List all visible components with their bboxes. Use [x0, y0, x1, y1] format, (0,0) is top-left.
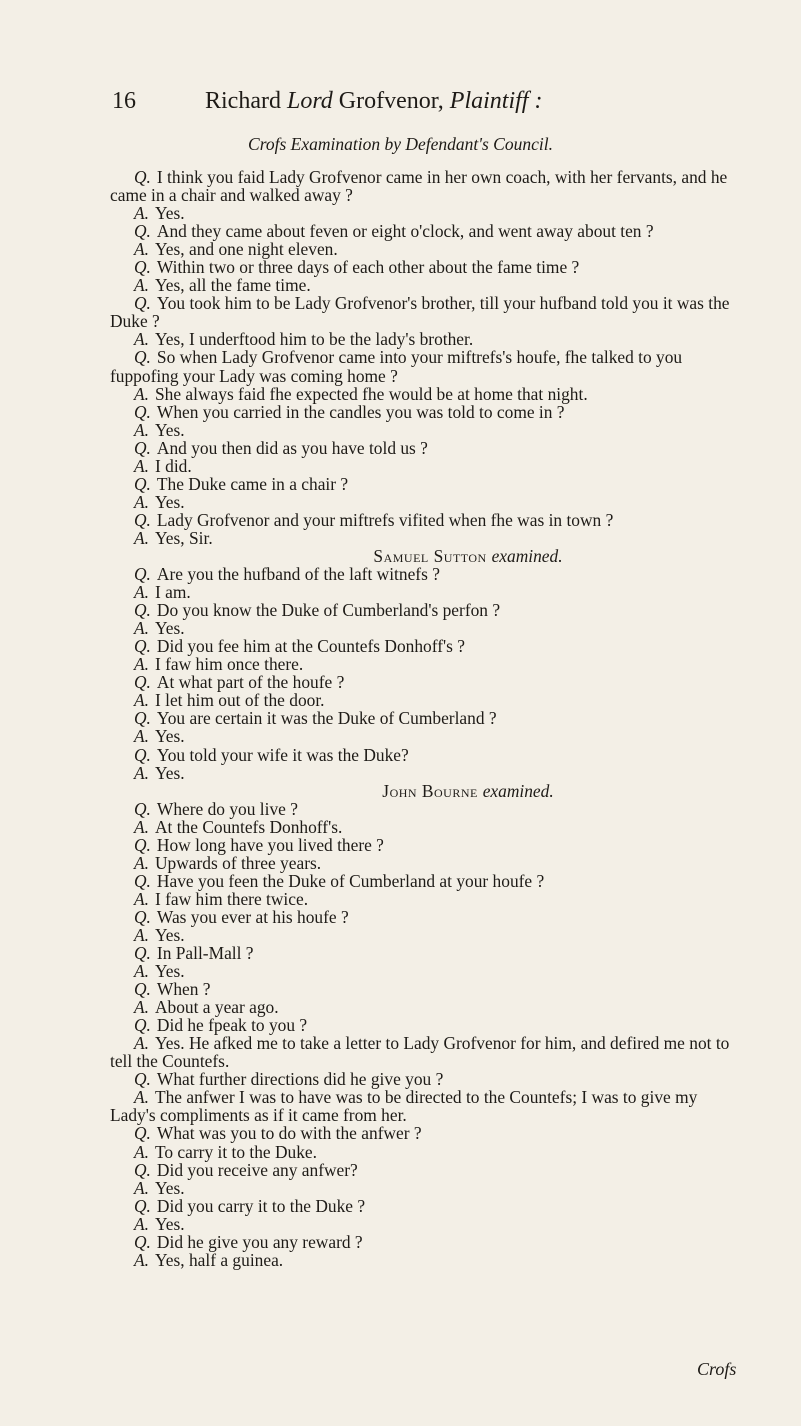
testimony-body	[110, 168, 746, 1269]
speaker-label: Q.	[134, 708, 151, 729]
running-title-party: Plaintiff :	[449, 88, 543, 114]
entry-text: Did you receive any anfwer?	[156, 1159, 358, 1180]
entry-text: Yes.	[154, 618, 185, 639]
answer	[110, 727, 746, 745]
question	[110, 565, 746, 583]
speaker-label: A.	[134, 816, 149, 837]
answer	[110, 1251, 746, 1269]
question	[110, 1161, 746, 1179]
speaker-label: Q.	[134, 293, 151, 314]
speaker-label: Q.	[134, 943, 151, 964]
speaker-label: A.	[134, 1177, 149, 1198]
speaker-label: A.	[134, 997, 149, 1018]
question	[110, 348, 746, 384]
answer	[110, 385, 746, 403]
entry-text: Yes. He afked me to take a letter to Lady Grofvenor for him, and defired me not to tell the Countefs.	[110, 1033, 730, 1072]
witness-heading-tail: examined.	[482, 780, 554, 801]
question	[110, 222, 746, 240]
speaker-label: A.	[134, 961, 149, 982]
entry-text: Do you know the Duke of Cumberland's perfon ?	[156, 600, 501, 621]
speaker-label: A.	[134, 491, 149, 512]
entry-text: At what part of the houfe ?	[156, 672, 345, 693]
speaker-label: A.	[134, 1249, 149, 1270]
entry-text: I faw him once there.	[154, 654, 304, 675]
speaker-label: A.	[134, 762, 149, 783]
speaker-label: A.	[134, 690, 149, 711]
speaker-label: A.	[134, 455, 149, 476]
witness-name: John Bourne	[382, 780, 478, 801]
speaker-label: Q.	[134, 600, 151, 621]
question	[110, 1016, 746, 1034]
answer	[110, 330, 746, 348]
speaker-label: A.	[134, 924, 149, 945]
question	[110, 403, 746, 421]
speaker-label: Q.	[134, 979, 151, 1000]
entry-text: Did he give you any reward ?	[156, 1231, 363, 1252]
question	[110, 1197, 746, 1215]
speaker-label: Q.	[134, 437, 151, 458]
question	[110, 168, 746, 204]
entry-text: Upwards of three years.	[154, 852, 322, 873]
speaker-label: Q.	[134, 564, 151, 585]
question	[110, 800, 746, 818]
speaker-label: Q.	[134, 509, 151, 530]
entry-text: In Pall-Mall ?	[156, 943, 254, 964]
entry-text: Yes.	[154, 961, 185, 982]
speaker-label: A.	[134, 726, 149, 747]
answer	[110, 962, 746, 980]
entry-text: And you then did as you have told us ?	[156, 437, 428, 458]
answer	[110, 1143, 746, 1161]
speaker-label: A.	[134, 275, 149, 296]
entry-text: Have you feen the Duke of Cumberland at your houfe ?	[156, 870, 545, 891]
catchword: Crofs	[697, 1359, 737, 1379]
speaker-label: A.	[134, 888, 149, 909]
speaker-label: Q.	[134, 672, 151, 693]
entry-text: Yes.	[154, 1213, 185, 1234]
question	[110, 439, 746, 457]
question	[110, 637, 746, 655]
entry-text: How long have you lived there ?	[156, 834, 384, 855]
running-title-lord: Lord	[286, 88, 333, 114]
speaker-label: A.	[134, 1087, 149, 1108]
speaker-label: Q.	[134, 257, 151, 278]
answer	[110, 854, 746, 872]
entry-text: I am.	[154, 582, 191, 603]
speaker-label: A.	[134, 527, 149, 548]
entry-text: When you carried in the candles you was told to come in ?	[156, 401, 565, 422]
entry-text: And they came about feven or eight o'clock, and went away about ten ?	[156, 221, 654, 242]
answer	[110, 583, 746, 601]
entry-text: What was you to do with the anfwer ?	[156, 1123, 422, 1144]
entry-text: Did you fee him at the Countefs Donhoff's ?	[156, 636, 465, 657]
entry-text: Yes.	[154, 419, 185, 440]
answer	[110, 655, 746, 673]
running-title	[205, 88, 542, 115]
speaker-label: A.	[134, 582, 149, 603]
entry-text: I think you faid Lady Grofvenor came in her own coach, with her fervants, and he came in a chair and walked away ?	[110, 167, 728, 206]
speaker-label: A.	[134, 383, 149, 404]
question	[110, 294, 746, 330]
question	[110, 475, 746, 493]
witness-heading-tail: examined.	[491, 545, 563, 566]
speaker-label: Q.	[134, 167, 151, 187]
speaker-label: A.	[134, 852, 149, 873]
speaker-label: Q.	[134, 473, 151, 494]
question	[110, 258, 746, 276]
answer	[110, 1179, 746, 1197]
entry-text: Yes.	[154, 924, 185, 945]
answer	[110, 818, 746, 836]
answer	[110, 1215, 746, 1233]
witness-heading	[110, 782, 746, 800]
entry-text: Lady Grofvenor and your miftrefs vifited when fhe was in town ?	[156, 509, 614, 530]
entry-text: Yes, I underftood him to be the lady's brother.	[154, 329, 474, 350]
speaker-label: Q.	[134, 906, 151, 927]
entry-text: The Duke came in a chair ?	[156, 473, 349, 494]
entry-text: About a year ago.	[154, 997, 279, 1018]
entry-text: Was you ever at his houfe ?	[156, 906, 349, 927]
speaker-label: Q.	[134, 798, 151, 819]
question	[110, 980, 746, 998]
speaker-label: A.	[134, 654, 149, 675]
speaker-label: Q.	[134, 1069, 151, 1090]
speaker-label: A.	[134, 1213, 149, 1234]
entry-text: You took him to be Lady Grofvenor's brother, till your hufband told you it was the Duke ?	[110, 293, 730, 332]
entry-text: I did.	[154, 455, 192, 476]
answer	[110, 926, 746, 944]
page-number: 16	[112, 88, 136, 114]
entry-text: She always faid fhe expected fhe would be at home that night.	[154, 383, 588, 404]
question	[110, 673, 746, 691]
entry-text: Yes.	[154, 491, 185, 512]
entry-text: Yes, all the fame time.	[154, 275, 311, 296]
answer	[110, 1088, 746, 1124]
entry-text: You are certain it was the Duke of Cumberland ?	[156, 708, 497, 729]
question	[110, 1124, 746, 1142]
answer	[110, 764, 746, 782]
entry-text: At the Countefs Donhoff's.	[154, 816, 343, 837]
entry-text: Did you carry it to the Duke ?	[156, 1195, 366, 1216]
answer	[110, 998, 746, 1016]
entry-text: To carry it to the Duke.	[154, 1141, 317, 1162]
speaker-label: Q.	[134, 870, 151, 891]
answer	[110, 691, 746, 709]
entry-text: So when Lady Grofvenor came into your miftrefs's houfe, fhe talked to you fuppofing your Lady was coming home ?	[110, 347, 683, 386]
speaker-label: A.	[134, 329, 149, 350]
question	[110, 836, 746, 854]
question	[110, 601, 746, 619]
question	[110, 746, 746, 764]
answer	[110, 204, 746, 222]
entry-text: Yes, and one night eleven.	[154, 239, 338, 260]
page-header	[0, 88, 801, 128]
entry-text: When ?	[156, 979, 211, 1000]
entry-text: Yes.	[154, 726, 185, 747]
entry-text: Yes, Sir.	[154, 527, 213, 548]
answer	[110, 890, 746, 908]
speaker-label: Q.	[134, 1159, 151, 1180]
entry-text: Yes, half a guinea.	[154, 1249, 284, 1270]
question	[110, 908, 746, 926]
entry-text: I let him out of the door.	[154, 690, 325, 711]
speaker-label: Q.	[134, 1015, 151, 1036]
answer	[110, 240, 746, 258]
running-title-surname: Grofvenor,	[338, 88, 444, 114]
running-title-name: Richard	[205, 88, 281, 114]
speaker-label: A.	[134, 239, 149, 260]
speaker-label: Q.	[134, 744, 151, 765]
speaker-label: Q.	[134, 1231, 151, 1252]
entry-text: What further directions did he give you ?	[156, 1069, 444, 1090]
question	[110, 709, 746, 727]
entry-text: Within two or three days of each other about the fame time ?	[156, 257, 580, 278]
speaker-label: Q.	[134, 401, 151, 422]
answer	[110, 1034, 746, 1070]
entry-text: The anfwer I was to have was to be directed to the Countefs; I was to give my Lady's compliments as if it came from her.	[110, 1087, 698, 1126]
speaker-label: A.	[134, 1141, 149, 1162]
speaker-label: A.	[134, 203, 149, 224]
entry-text: Yes.	[154, 1177, 185, 1198]
speaker-label: Q.	[134, 347, 151, 368]
entry-text: Are you the hufband of the laft witnefs ?	[156, 564, 440, 585]
question	[110, 511, 746, 529]
answer	[110, 619, 746, 637]
answer	[110, 529, 746, 547]
entry-text: Where do you live ?	[156, 798, 298, 819]
speaker-label: Q.	[134, 1123, 151, 1144]
entry-text: Yes.	[154, 203, 185, 224]
answer	[110, 276, 746, 294]
entry-text: Yes.	[154, 762, 185, 783]
witness-heading	[110, 547, 746, 565]
question	[110, 944, 746, 962]
speaker-label: Q.	[134, 636, 151, 657]
entry-text: I faw him there twice.	[154, 888, 309, 909]
speaker-label: A.	[134, 618, 149, 639]
entry-text: Did he fpeak to you ?	[156, 1015, 308, 1036]
question	[110, 872, 746, 890]
speaker-label: A.	[134, 419, 149, 440]
answer	[110, 493, 746, 511]
answer	[110, 457, 746, 475]
question	[110, 1233, 746, 1251]
entry-text: You told your wife it was the Duke?	[156, 744, 409, 765]
witness-name: Samuel Sutton	[373, 545, 487, 566]
section-subheading: Crofs Examination by Defendant's Council.	[248, 134, 553, 154]
answer	[110, 421, 746, 439]
question	[110, 1070, 746, 1088]
speaker-label: A.	[134, 1033, 149, 1054]
speaker-label: Q.	[134, 834, 151, 855]
speaker-label: Q.	[134, 221, 151, 242]
speaker-label: Q.	[134, 1195, 151, 1216]
